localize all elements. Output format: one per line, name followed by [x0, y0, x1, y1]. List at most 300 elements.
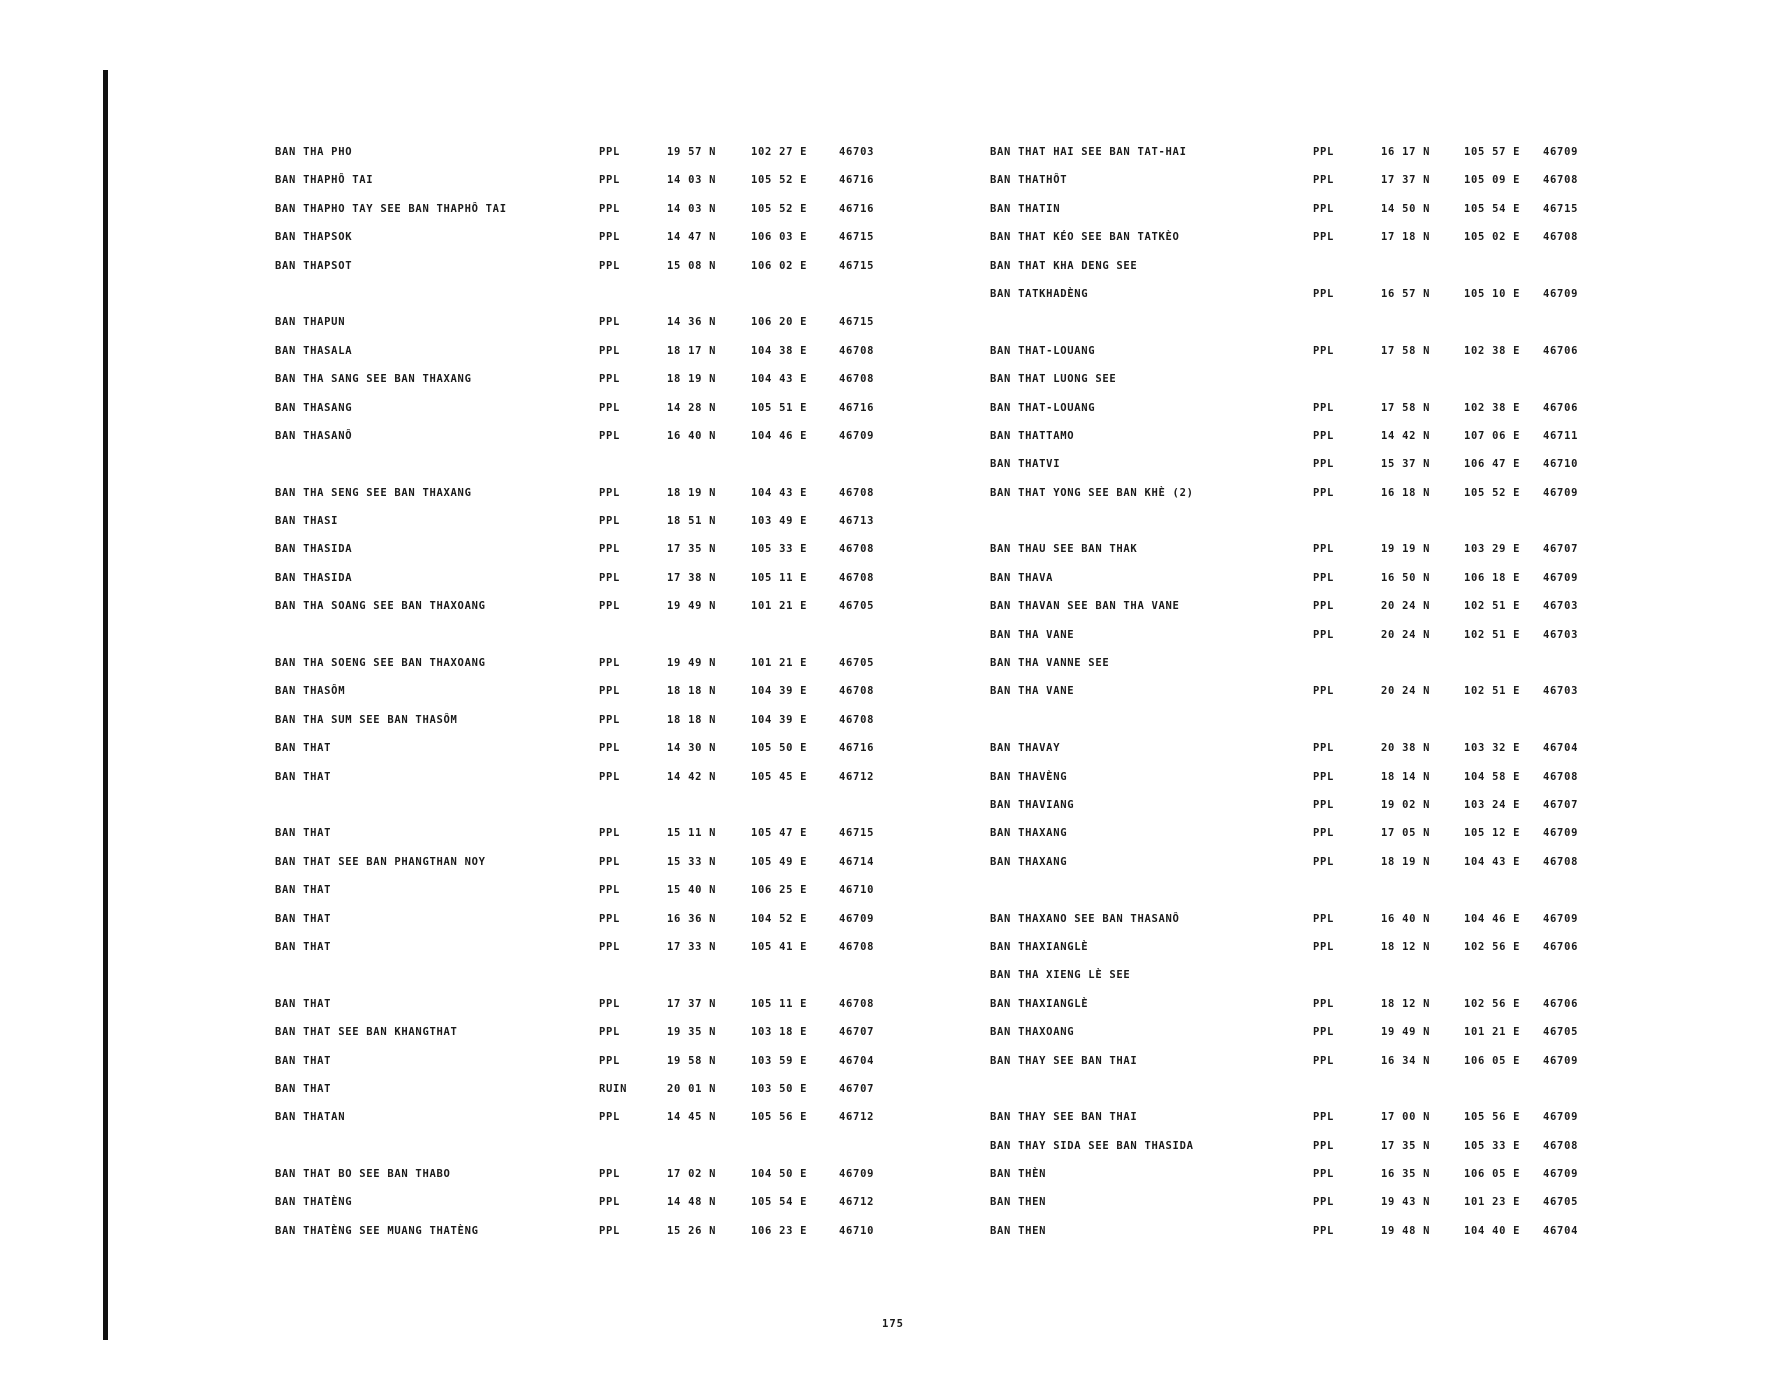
map-sheet-code: 46709: [839, 1168, 875, 1181]
place-name: BAN THAT: [275, 827, 332, 840]
place-name: BAN THA XIENG LÈ SEE: [990, 969, 1131, 982]
place-name: BAN THASIDA: [275, 571, 353, 584]
map-sheet-code: 46715: [839, 259, 875, 272]
longitude: 104 40 E: [1464, 1224, 1521, 1237]
longitude: 104 39 E: [751, 685, 808, 698]
longitude: 105 02 E: [1464, 231, 1521, 244]
place-name: BAN THA VANE: [990, 628, 1075, 641]
longitude: 105 11 E: [751, 997, 808, 1010]
place-name: BAN THAPUN: [275, 316, 346, 329]
longitude: 105 41 E: [751, 940, 808, 953]
latitude: 18 18 N: [667, 713, 717, 726]
place-name: BAN THAPSOK: [275, 231, 353, 244]
map-sheet-code: 46705: [839, 657, 875, 670]
map-sheet-code: 46716: [839, 174, 875, 187]
place-name: BAN THASANÔ: [275, 429, 353, 442]
place-name: BAN THAT BO SEE BAN THABO: [275, 1168, 451, 1181]
map-sheet-code: 46709: [1543, 827, 1579, 840]
latitude: 18 12 N: [1381, 940, 1431, 953]
map-sheet-code: 46712: [839, 1111, 875, 1124]
place-name: BAN THAT-LOUANG: [990, 344, 1096, 357]
feature-type: PPL: [599, 827, 621, 840]
place-name: BAN THAU SEE BAN THAK: [990, 543, 1138, 556]
feature-type: PPL: [599, 742, 621, 755]
map-sheet-code: 46706: [1543, 344, 1579, 357]
latitude: 15 08 N: [667, 259, 717, 272]
map-sheet-code: 46709: [1543, 486, 1579, 499]
latitude: 17 05 N: [1381, 827, 1431, 840]
feature-type: PPL: [1313, 231, 1335, 244]
place-name: BAN THASALA: [275, 344, 353, 357]
latitude: 16 18 N: [1381, 486, 1431, 499]
feature-type: PPL: [599, 600, 621, 613]
longitude: 106 47 E: [1464, 458, 1521, 471]
feature-type: PPL: [599, 1026, 621, 1039]
map-sheet-code: 46708: [1543, 855, 1579, 868]
map-sheet-code: 46703: [1543, 685, 1579, 698]
feature-type: PPL: [1313, 287, 1335, 300]
place-name: BAN THAY SEE BAN THAI: [990, 1111, 1138, 1124]
feature-type: PPL: [1313, 997, 1335, 1010]
place-name: BAN THAXIANGLÈ: [990, 997, 1089, 1010]
latitude: 17 02 N: [667, 1168, 717, 1181]
longitude: 106 20 E: [751, 316, 808, 329]
feature-type: PPL: [599, 344, 621, 357]
map-sheet-code: 46708: [839, 713, 875, 726]
map-sheet-code: 46716: [839, 401, 875, 414]
place-name: BAN THATTAMO: [990, 429, 1075, 442]
longitude: 103 29 E: [1464, 543, 1521, 556]
place-name: BAN THAT KHA DENG SEE: [990, 259, 1138, 272]
latitude: 16 36 N: [667, 912, 717, 925]
latitude: 15 26 N: [667, 1224, 717, 1237]
latitude: 17 33 N: [667, 940, 717, 953]
latitude: 14 48 N: [667, 1196, 717, 1209]
map-sheet-code: 46707: [839, 1026, 875, 1039]
place-name: BAN THA SUM SEE BAN THASÔM: [275, 713, 458, 726]
place-name: BAN THATVI: [990, 458, 1061, 471]
latitude: 18 19 N: [1381, 855, 1431, 868]
latitude: 16 17 N: [1381, 146, 1431, 158]
feature-type: PPL: [1313, 1196, 1335, 1209]
latitude: 14 36 N: [667, 316, 717, 329]
latitude: 14 45 N: [667, 1111, 717, 1124]
longitude: 102 56 E: [1464, 997, 1521, 1010]
longitude: 104 38 E: [751, 344, 808, 357]
place-name: BAN THAXANG: [990, 827, 1068, 840]
feature-type: PPL: [599, 202, 621, 215]
longitude: 104 50 E: [751, 1168, 808, 1181]
feature-type: PPL: [599, 1054, 621, 1067]
latitude: 18 51 N: [667, 515, 717, 528]
longitude: 105 47 E: [751, 827, 808, 840]
map-sheet-code: 46713: [839, 515, 875, 528]
map-sheet-code: 46703: [1543, 628, 1579, 641]
feature-type: RUIN: [599, 1082, 628, 1095]
feature-type: PPL: [1313, 940, 1335, 953]
latitude: 16 35 N: [1381, 1168, 1431, 1181]
place-name: BAN THAVIANG: [990, 798, 1075, 811]
longitude: 106 23 E: [751, 1224, 808, 1237]
latitude: 17 37 N: [1381, 174, 1431, 187]
place-name: BAN THA SENG SEE BAN THAXANG: [275, 486, 472, 499]
place-name: BAN THA VANNE SEE: [990, 657, 1110, 670]
longitude: 105 12 E: [1464, 827, 1521, 840]
longitude: 103 50 E: [751, 1082, 808, 1095]
latitude: 14 03 N: [667, 174, 717, 187]
place-name: BAN THAVA: [990, 571, 1054, 584]
map-sheet-code: 46709: [1543, 912, 1579, 925]
longitude: 106 05 E: [1464, 1168, 1521, 1181]
longitude: 106 02 E: [751, 259, 808, 272]
place-name: BAN THASI: [275, 515, 339, 528]
longitude: 103 49 E: [751, 515, 808, 528]
latitude: 20 24 N: [1381, 600, 1431, 613]
place-name: BAN THAY SEE BAN THAI: [990, 1054, 1138, 1067]
feature-type: PPL: [1313, 1054, 1335, 1067]
latitude: 17 35 N: [1381, 1139, 1431, 1152]
feature-type: PPL: [1313, 628, 1335, 641]
longitude: 103 18 E: [751, 1026, 808, 1039]
place-name: BAN THAT: [275, 884, 332, 897]
longitude: 103 32 E: [1464, 742, 1521, 755]
latitude: 20 24 N: [1381, 628, 1431, 641]
map-sheet-code: 46705: [1543, 1026, 1579, 1039]
map-sheet-code: 46709: [1543, 571, 1579, 584]
place-name: BAN THAT: [275, 1054, 332, 1067]
latitude: 14 30 N: [667, 742, 717, 755]
latitude: 15 40 N: [667, 884, 717, 897]
feature-type: PPL: [1313, 742, 1335, 755]
map-sheet-code: 46709: [839, 912, 875, 925]
longitude: 102 51 E: [1464, 600, 1521, 613]
map-sheet-code: 46704: [1543, 742, 1579, 755]
longitude: 105 54 E: [751, 1196, 808, 1209]
latitude: 19 57 N: [667, 146, 717, 158]
longitude: 105 11 E: [751, 571, 808, 584]
latitude: 15 37 N: [1381, 458, 1431, 471]
place-name: BAN THA SOANG SEE BAN THAXOANG: [275, 600, 486, 613]
feature-type: PPL: [1313, 174, 1335, 187]
feature-type: PPL: [599, 1224, 621, 1237]
feature-type: PPL: [599, 884, 621, 897]
longitude: 105 33 E: [751, 543, 808, 556]
place-name: BAN THA VANE: [990, 685, 1075, 698]
feature-type: PPL: [1313, 486, 1335, 499]
latitude: 18 19 N: [667, 486, 717, 499]
map-sheet-code: 46709: [1543, 1054, 1579, 1067]
map-sheet-code: 46712: [839, 1196, 875, 1209]
feature-type: PPL: [599, 316, 621, 329]
feature-type: PPL: [599, 401, 621, 414]
page-number: 175: [882, 1318, 904, 1330]
place-name: BAN THAT: [275, 742, 332, 755]
latitude: 15 33 N: [667, 855, 717, 868]
map-sheet-code: 46710: [839, 1224, 875, 1237]
latitude: 19 43 N: [1381, 1196, 1431, 1209]
longitude: 101 21 E: [751, 657, 808, 670]
latitude: 15 11 N: [667, 827, 717, 840]
latitude: 14 42 N: [667, 770, 717, 783]
map-sheet-code: 46708: [1543, 174, 1579, 187]
latitude: 18 12 N: [1381, 997, 1431, 1010]
latitude: 17 00 N: [1381, 1111, 1431, 1124]
longitude: 105 56 E: [1464, 1111, 1521, 1124]
latitude: 17 58 N: [1381, 344, 1431, 357]
feature-type: PPL: [599, 855, 621, 868]
feature-type: PPL: [1313, 600, 1335, 613]
place-name: BAN THATAN: [275, 1111, 346, 1124]
map-sheet-code: 46715: [1543, 202, 1579, 215]
feature-type: PPL: [599, 571, 621, 584]
latitude: 16 57 N: [1381, 287, 1431, 300]
map-sheet-code: 46708: [839, 685, 875, 698]
latitude: 14 42 N: [1381, 429, 1431, 442]
feature-type: PPL: [1313, 571, 1335, 584]
latitude: 16 40 N: [1381, 912, 1431, 925]
latitude: 16 50 N: [1381, 571, 1431, 584]
feature-type: PPL: [599, 713, 621, 726]
place-name: BAN THEN: [990, 1196, 1047, 1209]
feature-type: PPL: [1313, 146, 1335, 158]
longitude: 104 43 E: [751, 373, 808, 386]
map-sheet-code: 46715: [839, 827, 875, 840]
place-name: BAN THAPSOT: [275, 259, 353, 272]
place-name: BAN THAY SIDA SEE BAN THASIDA: [990, 1139, 1194, 1152]
map-sheet-code: 46704: [1543, 1224, 1579, 1237]
map-sheet-code: 46715: [839, 231, 875, 244]
place-name: BAN THAXOANG: [990, 1026, 1075, 1039]
latitude: 16 34 N: [1381, 1054, 1431, 1067]
longitude: 104 43 E: [751, 486, 808, 499]
map-sheet-code: 46708: [839, 940, 875, 953]
longitude: 104 46 E: [751, 429, 808, 442]
place-name: BAN THASIDA: [275, 543, 353, 556]
latitude: 14 47 N: [667, 231, 717, 244]
map-sheet-code: 46703: [1543, 600, 1579, 613]
feature-type: PPL: [1313, 429, 1335, 442]
place-name: BAN THAT: [275, 940, 332, 953]
latitude: 14 50 N: [1381, 202, 1431, 215]
map-sheet-code: 46705: [839, 600, 875, 613]
map-sheet-code: 46708: [839, 344, 875, 357]
map-sheet-code: 46708: [839, 543, 875, 556]
longitude: 102 27 E: [751, 146, 808, 158]
place-name: BAN THASÔM: [275, 685, 346, 698]
latitude: 17 18 N: [1381, 231, 1431, 244]
longitude: 104 39 E: [751, 713, 808, 726]
map-sheet-code: 46711: [1543, 429, 1579, 442]
longitude: 102 38 E: [1464, 401, 1521, 414]
place-name: BAN THATHÔT: [990, 174, 1068, 187]
place-name: BAN THAT SEE BAN PHANGTHAN NOY: [275, 855, 486, 868]
place-name: BAN THEN: [990, 1224, 1047, 1237]
map-sheet-code: 46707: [839, 1082, 875, 1095]
place-name: BAN THAXANO SEE BAN THASANÔ: [990, 912, 1180, 925]
place-name: BAN THA SOENG SEE BAN THAXOANG: [275, 657, 486, 670]
feature-type: PPL: [1313, 827, 1335, 840]
latitude: 19 48 N: [1381, 1224, 1431, 1237]
map-sheet-code: 46716: [839, 742, 875, 755]
latitude: 17 58 N: [1381, 401, 1431, 414]
feature-type: PPL: [599, 912, 621, 925]
longitude: 106 05 E: [1464, 1054, 1521, 1067]
longitude: 105 09 E: [1464, 174, 1521, 187]
longitude: 102 51 E: [1464, 628, 1521, 641]
longitude: 101 21 E: [1464, 1026, 1521, 1039]
latitude: 17 38 N: [667, 571, 717, 584]
longitude: 105 45 E: [751, 770, 808, 783]
latitude: 20 24 N: [1381, 685, 1431, 698]
feature-type: PPL: [1313, 1111, 1335, 1124]
feature-type: PPL: [599, 1111, 621, 1124]
map-sheet-code: 46703: [839, 146, 875, 158]
feature-type: PPL: [1313, 1139, 1335, 1152]
place-name: BAN THASANG: [275, 401, 353, 414]
place-name: BAN THA PHO: [275, 146, 353, 158]
latitude: 20 01 N: [667, 1082, 717, 1095]
map-sheet-code: 46706: [1543, 940, 1579, 953]
place-name: BAN THATÈNG SEE MUANG THATÈNG: [275, 1224, 479, 1237]
map-sheet-code: 46706: [1543, 401, 1579, 414]
latitude: 17 35 N: [667, 543, 717, 556]
feature-type: PPL: [1313, 543, 1335, 556]
longitude: 104 52 E: [751, 912, 808, 925]
longitude: 104 43 E: [1464, 855, 1521, 868]
map-sheet-code: 46716: [839, 202, 875, 215]
feature-type: PPL: [599, 543, 621, 556]
map-sheet-code: 46708: [839, 997, 875, 1010]
feature-type: PPL: [1313, 855, 1335, 868]
feature-type: PPL: [1313, 1168, 1335, 1181]
feature-type: PPL: [599, 174, 621, 187]
latitude: 18 19 N: [667, 373, 717, 386]
map-sheet-code: 46714: [839, 855, 875, 868]
place-name: BAN THÈN: [990, 1168, 1047, 1181]
feature-type: PPL: [599, 486, 621, 499]
place-name: BAN THAPHÔ TAI: [275, 174, 374, 187]
feature-type: PPL: [599, 231, 621, 244]
feature-type: PPL: [1313, 798, 1335, 811]
map-sheet-code: 46709: [839, 429, 875, 442]
feature-type: PPL: [1313, 1224, 1335, 1237]
longitude: 105 56 E: [751, 1111, 808, 1124]
feature-type: PPL: [599, 259, 621, 272]
place-name: BAN TATKHADÈNG: [990, 287, 1089, 300]
longitude: 106 25 E: [751, 884, 808, 897]
longitude: 101 23 E: [1464, 1196, 1521, 1209]
map-sheet-code: 46708: [1543, 1139, 1579, 1152]
place-name: BAN THAT-LOUANG: [990, 401, 1096, 414]
place-name: BAN THAT: [275, 770, 332, 783]
feature-type: PPL: [1313, 344, 1335, 357]
place-name: BAN THAT: [275, 912, 332, 925]
longitude: 105 33 E: [1464, 1139, 1521, 1152]
latitude: 17 37 N: [667, 997, 717, 1010]
longitude: 104 58 E: [1464, 770, 1521, 783]
place-name: BAN THAPHO TAY SEE BAN THAPHÔ TAI: [275, 202, 507, 215]
longitude: 103 24 E: [1464, 798, 1521, 811]
map-sheet-code: 46710: [839, 884, 875, 897]
latitude: 18 17 N: [667, 344, 717, 357]
longitude: 103 59 E: [751, 1054, 808, 1067]
place-name: BAN THAT: [275, 997, 332, 1010]
feature-type: PPL: [599, 770, 621, 783]
feature-type: PPL: [1313, 1026, 1335, 1039]
map-sheet-code: 46707: [1543, 543, 1579, 556]
map-sheet-code: 46712: [839, 770, 875, 783]
longitude: 107 06 E: [1464, 429, 1521, 442]
place-name: BAN THAVÈNG: [990, 770, 1068, 783]
place-name: BAN THAT HAI SEE BAN TAT-HAI: [990, 146, 1187, 158]
latitude: 19 35 N: [667, 1026, 717, 1039]
feature-type: PPL: [1313, 685, 1335, 698]
latitude: 18 18 N: [667, 685, 717, 698]
latitude: 18 14 N: [1381, 770, 1431, 783]
feature-type: PPL: [1313, 770, 1335, 783]
place-name: BAN THAT LUONG SEE: [990, 373, 1117, 386]
map-sheet-code: 46706: [1543, 997, 1579, 1010]
feature-type: PPL: [1313, 458, 1335, 471]
latitude: 20 38 N: [1381, 742, 1431, 755]
feature-type: PPL: [1313, 401, 1335, 414]
place-name: BAN THATÈNG: [275, 1196, 353, 1209]
longitude: 105 52 E: [751, 202, 808, 215]
longitude: 104 46 E: [1464, 912, 1521, 925]
place-name: BAN THA SANG SEE BAN THAXANG: [275, 373, 472, 386]
map-sheet-code: 46708: [1543, 231, 1579, 244]
place-name: BAN THATIN: [990, 202, 1061, 215]
latitude: 16 40 N: [667, 429, 717, 442]
binding-margin-bar: [103, 70, 108, 1340]
place-name: BAN THAVAN SEE BAN THA VANE: [990, 600, 1180, 613]
latitude: 14 28 N: [667, 401, 717, 414]
map-sheet-code: 46709: [1543, 1168, 1579, 1181]
latitude: 19 19 N: [1381, 543, 1431, 556]
map-sheet-code: 46707: [1543, 798, 1579, 811]
longitude: 105 51 E: [751, 401, 808, 414]
map-sheet-code: 46715: [839, 316, 875, 329]
feature-type: PPL: [1313, 912, 1335, 925]
place-name: BAN THAT KÉO SEE BAN TATKÈO: [990, 231, 1180, 244]
map-sheet-code: 46704: [839, 1054, 875, 1067]
map-sheet-code: 46709: [1543, 287, 1579, 300]
map-sheet-code: 46708: [839, 486, 875, 499]
longitude: 101 21 E: [751, 600, 808, 613]
feature-type: PPL: [599, 997, 621, 1010]
feature-type: PPL: [599, 657, 621, 670]
longitude: 106 03 E: [751, 231, 808, 244]
place-name: BAN THAXIANGLÈ: [990, 940, 1089, 953]
longitude: 102 38 E: [1464, 344, 1521, 357]
longitude: 102 51 E: [1464, 685, 1521, 698]
map-sheet-code: 46709: [1543, 146, 1579, 158]
map-sheet-code: 46705: [1543, 1196, 1579, 1209]
longitude: 105 52 E: [1464, 486, 1521, 499]
latitude: 19 49 N: [667, 600, 717, 613]
longitude: 105 10 E: [1464, 287, 1521, 300]
map-sheet-code: 46708: [839, 571, 875, 584]
map-sheet-code: 46708: [839, 373, 875, 386]
latitude: 19 49 N: [1381, 1026, 1431, 1039]
feature-type: PPL: [599, 685, 621, 698]
feature-type: PPL: [599, 1196, 621, 1209]
place-name: BAN THAVAY: [990, 742, 1061, 755]
map-sheet-code: 46709: [1543, 1111, 1579, 1124]
feature-type: PPL: [599, 146, 621, 158]
longitude: 106 18 E: [1464, 571, 1521, 584]
latitude: 19 02 N: [1381, 798, 1431, 811]
